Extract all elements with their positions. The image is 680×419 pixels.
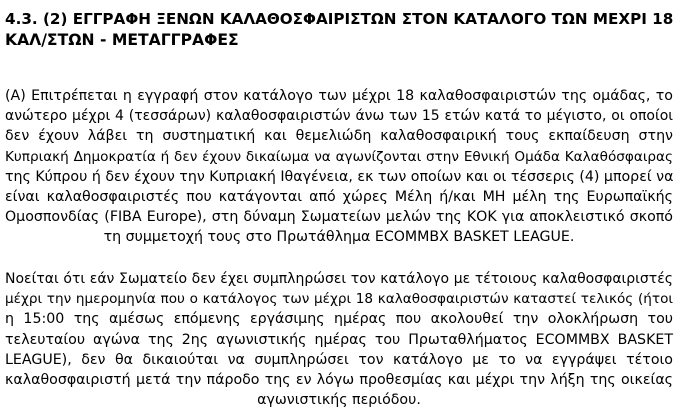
paragraph-line: μέχρι την ημερομηνία που ο κατάλογος των μέχρι 18 καλαθοσφαιριστών καταστεί τελικός (ήτοι	[5, 291, 673, 308]
paragraph-line: Κυπριακή Δημοκρατία ή δεν έχουν δικαίωμα να αγωνίζονται στην Εθνική Ομάδα Καλαθόσφαιρας	[5, 148, 673, 165]
paragraph-line: ανώτερο μέχρι 4 (τεσσάρων) καλαθοσφαιριστών άνω των 15 ετών κατά το μέγιστο, οι οποίοι	[5, 108, 673, 125]
paragraph-line: (Α) Επιτρέπεται η εγγραφή στον κατάλογο των μέχρι 18 καλαθοσφαιριστών της ομάδας, το	[5, 88, 673, 104]
paragraph-line: τελευταίου αγώνα της 2ης αγωνιστικής ημέρας του Πρωταθλήματος ECOMMBX BASKET	[5, 331, 673, 348]
paragraph-line: Νοείται ότι εάν Σωματείο δεν έχει συμπληρώσει τον κατάλογο με τέτοιους καλαθοσφαιριστές	[5, 271, 673, 287]
paragraph-line: καλαθοσφαιριστή μετά την πάροδο της εν λόγω προθεσμίας και μέχρι την λήξη της οικείας	[5, 372, 673, 389]
paragraph-a	[5, 86, 673, 248]
paragraph-line: δεν έχουν λάβει τη συστηματική και θεμελιώδη καλαθοσφαιρική τους εκπαίδευση στην	[5, 128, 673, 145]
paragraph-line: της Κύπρου ή δεν έχουν την Κυπριακή Ιθαγένεια, εκ των οποίων και οι τέσσερις (4) μπορεί να	[5, 168, 674, 185]
paragraph-b	[5, 269, 673, 410]
section-heading-line: ΚΑΛ/ΣΤΩΝ - ΜΕΤΑΓΓΡΑΦΕΣ	[5, 31, 239, 49]
section-heading-line: 4.3. (2) ΕΓΓΡΑΦΗ ΞΕΝΩΝ ΚΑΛΑΘΟΣΦΑΙΡΙΣΤΩΝ ΣΤΟΝ ΚΑΤΑΛΟΓΟ ΤΩΝ ΜΕΧΡΙ 18	[5, 10, 674, 28]
paragraph-line: LEAGUE), δεν θα δικαιούται να συμπληρώσει τον κατάλογο με το να εγγράψει τέτοιο	[5, 351, 673, 368]
paragraph-line: τη συμμετοχή τους στο Πρωτάθλημα ECOMMBX BASKET LEAGUE.	[103, 229, 575, 246]
section-heading	[5, 9, 675, 51]
paragraph-line: η 15:00 της αμέσως επόμενης εργάσιμης ημέρας που ακολουθεί την ολοκλήρωση του	[5, 311, 673, 328]
paragraph-line: αγωνιστικής περιόδου.	[257, 392, 421, 409]
paragraph-line: είναι καλαθοσφαιριστές που κατάγονται από χώρες Μέλη ή/και ΜΗ μέλη της Ευρωπαϊκής	[5, 189, 673, 206]
paragraph-line: Ομοσπονδίας (FIBA Europe), στη δύναμη Σωματείων μελών της ΚΟΚ για αποκλειστικό σκοπό	[5, 209, 673, 226]
